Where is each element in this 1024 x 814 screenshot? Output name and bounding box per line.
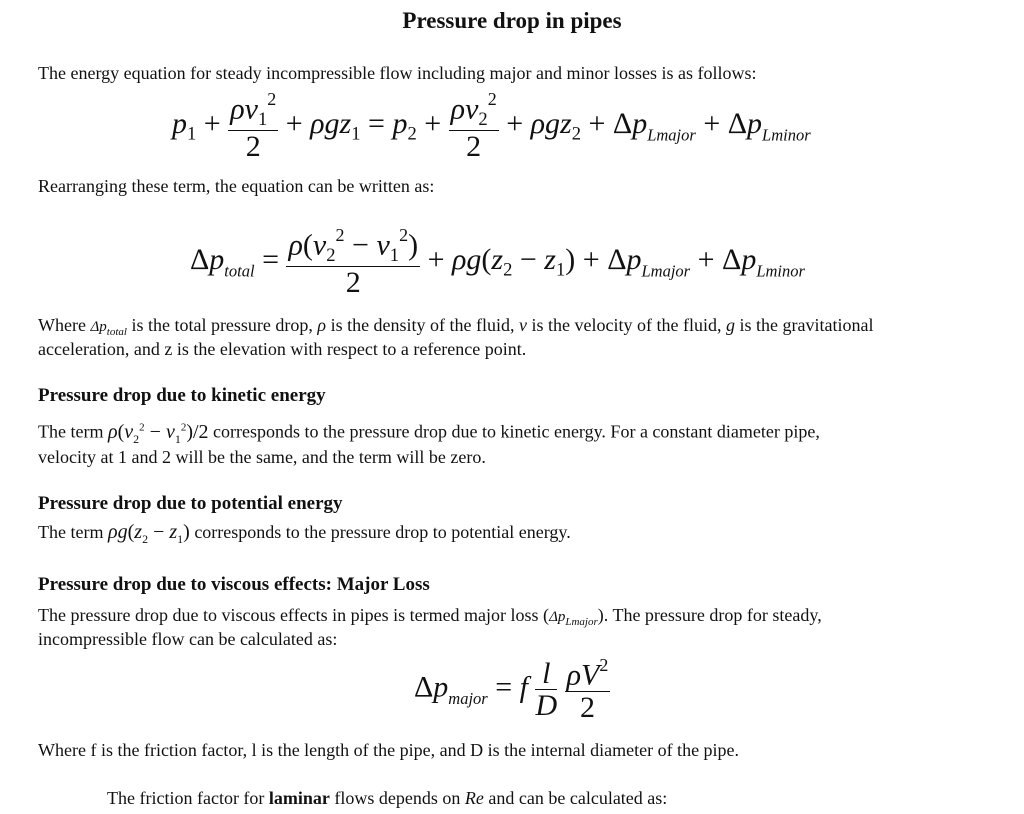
where-definitions-line1: Where $\Delta p_{total}$ is the total pressure drop, ρ is the density of the fluid, v is the velocity of the fluid, g is the gravitational [38, 315, 874, 338]
potential-text: The term $\rho g(z_2 - z_1)$ corresponds to the pressure drop to potential energy. [38, 521, 571, 546]
major-subscript: major [448, 689, 488, 709]
page-title: Pressure drop in pipes [402, 8, 622, 33]
total-pressure-equation: $\Delta p_{total}$ = $\frac{\rho(v_2^2 - v_1^2)}{2}$ + $\rho g(z_2 - z_1) + \Delta p_{Lmajor} + \Delta p_{Lminor}$ [190, 225, 805, 299]
where-definitions-line2: acceleration, and z is the elevation with respect to a reference point. [38, 339, 527, 359]
where-friction-text: Where f is the friction factor, l is the length of the pipe, and D is the internal diameter of the pipe. [38, 740, 740, 760]
laminar-text: The friction factor for laminar flows depends on Re and can be calculated as: [107, 788, 668, 808]
lminor-subscript: Lminor [762, 125, 811, 145]
potential-heading: Pressure drop due to potential energy [38, 493, 343, 514]
viscous-heading: Pressure drop due to viscous effects: Major Loss [38, 574, 430, 595]
kinetic-text-line1: The term $\rho(v_2^2 - v_1^2)/2$ corresponds to the pressure drop due to kinetic energy. For a constant diameter pipe, [38, 420, 820, 446]
viscous-text-line2: incompressible flow can be calculated as: [38, 629, 338, 649]
intro-text: The energy equation for steady incompressible flow including major and minor losses is as follows: [38, 63, 757, 83]
kinetic-text-line2: velocity at 1 and 2 will be the same, and the term will be zero. [38, 447, 486, 467]
energy-equation: $p_1$ + $\frac{\rho v_1^2}{2}$ + $\rho gz_1 = p_2$ + $\frac{\rho v_2^2}{2}$ + $\rho gz_2 + \Delta p_{Lmajor} + \Delta p_{Lminor}$ [172, 89, 811, 163]
major-loss-equation: $\Delta p_{major} = f$ $\frac{l}{D}$ $\frac{\rho V^2}{2}$ [414, 655, 609, 724]
lmajor-subscript: Lmajor [647, 125, 696, 145]
viscous-text-line1: The pressure drop due to viscous effects in pipes is termed major loss $(\Delta p_{Lmajor})$. The pressure drop for steady, [38, 605, 822, 628]
kinetic-heading: Pressure drop due to kinetic energy [38, 385, 326, 406]
rearrange-text: Rearranging these term, the equation can be written as: [38, 176, 435, 196]
total-subscript: total [224, 261, 255, 281]
